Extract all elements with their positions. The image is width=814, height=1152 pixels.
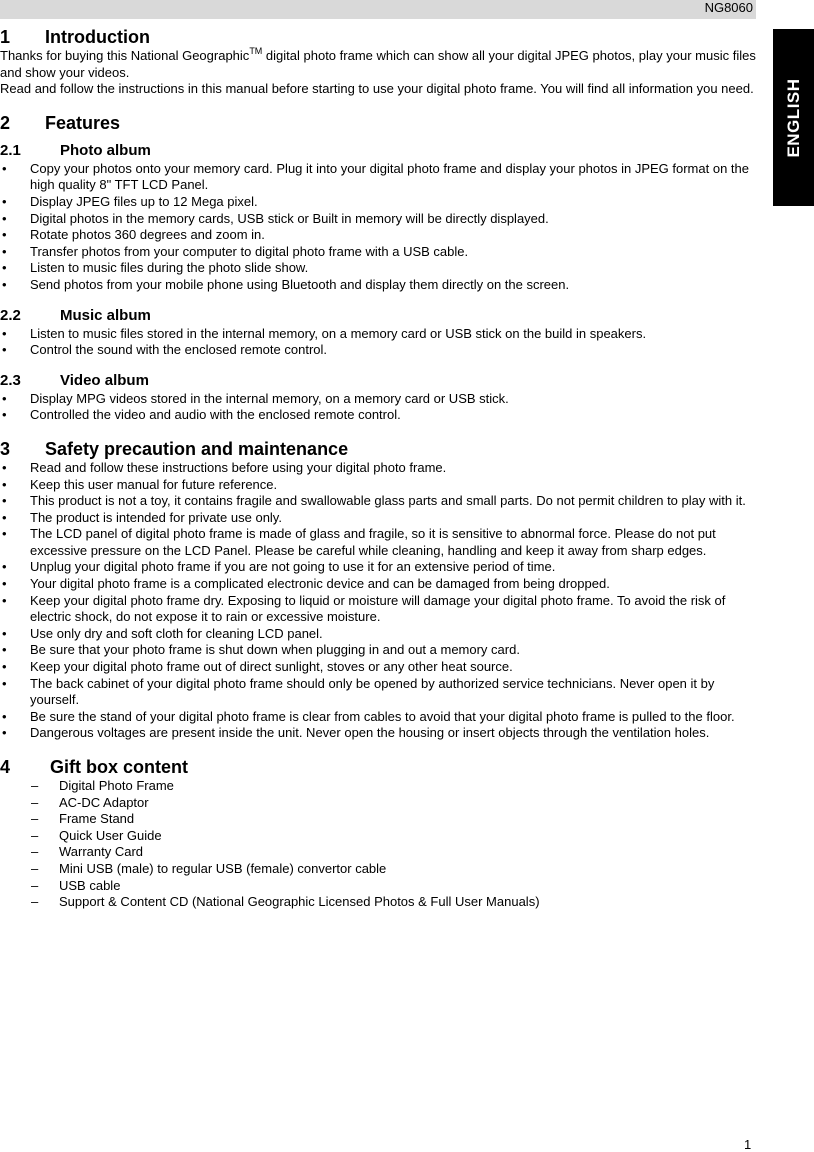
- list-item-text: Be sure that your photo frame is shut down when plugging in and out a memory card.: [30, 642, 520, 658]
- intro-paragraph: [0, 48, 756, 81]
- section-title: Gift box content: [50, 757, 188, 777]
- list-item: [0, 593, 756, 626]
- list-item: [0, 725, 756, 742]
- bullet-marker: •: [2, 476, 7, 492]
- list-item-text: Quick User Guide: [59, 827, 162, 843]
- bullet-marker: •: [2, 592, 7, 608]
- dash-marker: –: [31, 877, 39, 893]
- list-item: [0, 260, 756, 277]
- bullet-marker: •: [2, 193, 7, 209]
- list-item: [0, 277, 756, 294]
- section-safety: [0, 438, 756, 742]
- gift-box-list: [0, 778, 756, 911]
- list-item: [0, 811, 756, 828]
- list-item-text: The LCD panel of digital photo frame is made of glass and fragile, so it is sensitive to abnormal force. Please do not put excessive pressure on the LCD Panel. Please be careful while cleaning, handling and keep it away from sharp edges.: [30, 526, 716, 558]
- subsection-heading: [0, 306, 756, 326]
- list-item: [0, 407, 756, 424]
- list-item-text: Be sure the stand of your digital photo frame is clear from cables to avoid that your digital photo frame is pulled to the floor.: [30, 708, 735, 724]
- list-item: [0, 559, 756, 576]
- bullet-marker: •: [2, 559, 7, 575]
- bullet-marker: •: [2, 260, 7, 276]
- section-heading: [0, 26, 756, 48]
- list-item-text: Listen to music files during the photo slide show.: [30, 260, 309, 276]
- intro-paragraph: Read and follow the instructions in this manual before starting to use your digital photo frame. You will find all information you need.: [0, 81, 754, 97]
- bullet-marker: •: [2, 276, 7, 292]
- list-item-text: USB cable: [59, 877, 121, 893]
- intro-text-part: digital photo frame which can show all your digital JPEG photos, play your music files and show your videos.: [0, 48, 756, 80]
- list-item-text: Dangerous voltages are present inside the unit. Never open the housing or insert objects through the ventilation holes.: [30, 725, 710, 741]
- dash-marker: –: [31, 827, 39, 843]
- list-item: [0, 626, 756, 643]
- bullet-marker: •: [2, 625, 7, 641]
- bullet-marker: •: [2, 526, 7, 542]
- list-item: [0, 844, 756, 861]
- subsection-heading: [0, 141, 756, 161]
- dash-marker: –: [31, 894, 39, 910]
- music-feature-list: [0, 326, 756, 359]
- subsection-number: 2.1: [0, 141, 21, 159]
- bullet-marker: •: [2, 725, 7, 741]
- list-item: [0, 828, 756, 845]
- list-item: [0, 391, 756, 408]
- language-tab-label: ENGLISH: [783, 77, 803, 158]
- bullet-marker: •: [2, 227, 7, 243]
- list-item-text: Unplug your digital photo frame if you are not going to use it for an extensive period of time.: [30, 559, 556, 575]
- bullet-marker: •: [2, 675, 7, 691]
- bullet-marker: •: [2, 407, 7, 423]
- list-item-text: Copy your photos onto your memory card. Plug it into your digital photo frame and display your photos in JPEG format on the high quality 8" TFT LCD Panel.: [30, 160, 749, 193]
- list-item-text: Digital Photo Frame: [59, 778, 174, 793]
- list-item: [0, 526, 756, 559]
- subsection-title: Video album: [60, 371, 149, 389]
- list-item-text: Keep your digital photo frame dry. Exposing to liquid or moisture will damage your digital photo frame. To avoid the risk of electric shock, do not expose it to rain or excessive moisture.: [30, 592, 726, 625]
- list-item: [0, 194, 756, 211]
- list-item: [0, 878, 756, 895]
- section-features: [0, 112, 756, 424]
- list-item-text: Display JPEG files up to 12 Mega pixel.: [30, 193, 258, 209]
- list-item-text: This product is not a toy, it contains fragile and swallowable glass parts and small parts. Do not permit children to play with it.: [30, 493, 746, 509]
- bullet-marker: •: [2, 509, 7, 525]
- list-item-text: Listen to music files stored in the internal memory, on a memory card or USB stick on the build in speakers.: [30, 325, 647, 341]
- document-body: [0, 26, 756, 911]
- list-item: [0, 227, 756, 244]
- bullet-marker: •: [2, 708, 7, 724]
- list-item: [0, 659, 756, 676]
- list-item-text: Digital photos in the memory cards, USB stick or Built in memory will be directly displayed.: [30, 210, 549, 226]
- list-item-text: Support & Content CD (National Geographic Licensed Photos & Full User Manuals): [59, 894, 540, 910]
- section-title: Introduction: [45, 27, 150, 47]
- list-item: [0, 676, 756, 709]
- section-title: Safety precaution and maintenance: [45, 438, 349, 459]
- subsection-heading: [0, 371, 756, 391]
- list-item: [0, 493, 756, 510]
- list-item-text: Rotate photos 360 degrees and zoom in.: [30, 227, 265, 243]
- list-item: [0, 477, 756, 494]
- dash-marker: –: [31, 844, 39, 860]
- list-item: [0, 861, 756, 878]
- model-number: NG8060: [704, 0, 753, 15]
- list-item: [0, 161, 756, 194]
- section-gift-box: [0, 756, 756, 911]
- list-item-text: Keep your digital photo frame out of direct sunlight, stoves or any other heat source.: [30, 659, 513, 675]
- list-item-text: Use only dry and soft cloth for cleaning LCD panel.: [30, 625, 323, 641]
- bullet-marker: •: [2, 390, 7, 406]
- list-item-text: AC-DC Adaptor: [59, 794, 149, 810]
- list-item-text: The product is intended for private use only.: [30, 509, 282, 525]
- list-item-text: Send photos from your mobile phone using Bluetooth and display them directly on the screen.: [30, 276, 570, 292]
- bullet-marker: •: [2, 325, 7, 341]
- subsection-title: Photo album: [60, 141, 151, 159]
- section-introduction: [0, 26, 756, 98]
- list-item: [0, 576, 756, 593]
- language-tab: [773, 29, 814, 206]
- bullet-marker: •: [2, 659, 7, 675]
- section-number: 2: [0, 112, 11, 133]
- photo-feature-list: [0, 161, 756, 294]
- list-item-text: Frame Stand: [59, 811, 135, 827]
- section-number: 1: [0, 27, 11, 47]
- subsection-title: Music album: [60, 306, 151, 324]
- list-item: [0, 642, 756, 659]
- list-item-text: Mini USB (male) to regular USB (female) convertor cable: [59, 860, 387, 876]
- intro-text-part: Thanks for buying this National Geographic: [0, 48, 250, 63]
- list-item: [0, 778, 756, 795]
- list-item: [0, 342, 756, 359]
- bullet-marker: •: [2, 459, 7, 475]
- bullet-marker: •: [2, 576, 7, 592]
- subsection-number: 2.2: [0, 306, 21, 324]
- dash-marker: –: [31, 860, 39, 876]
- dash-marker: –: [31, 778, 39, 793]
- list-item-text: Read and follow these instructions before using your digital photo frame.: [30, 459, 447, 475]
- list-item: [0, 510, 756, 527]
- bullet-marker: •: [2, 243, 7, 259]
- section-heading: [0, 756, 756, 778]
- list-item: [0, 244, 756, 261]
- list-item-text: Keep this user manual for future reference.: [30, 476, 278, 492]
- list-item-text: Your digital photo frame is a complicated electronic device and can be damaged from being dropped.: [30, 576, 610, 592]
- bullet-marker: •: [2, 642, 7, 658]
- section-number: 4: [0, 757, 11, 777]
- dash-marker: –: [31, 811, 39, 827]
- list-item-text: The back cabinet of your digital photo frame should only be opened by authorized service technicians. Never open it by yourself.: [30, 675, 715, 708]
- list-item-text: Display MPG videos stored in the internal memory, on a memory card or USB stick.: [30, 390, 509, 406]
- bullet-marker: •: [2, 493, 7, 509]
- page-header-bar: [0, 0, 756, 19]
- section-heading: [0, 112, 756, 134]
- page-number: 1: [744, 1137, 752, 1152]
- list-item-text: Transfer photos from your computer to digital photo frame with a USB cable.: [30, 243, 469, 259]
- list-item-text: Warranty Card: [59, 844, 144, 860]
- trademark-mark: TM: [249, 46, 263, 56]
- bullet-marker: •: [2, 160, 7, 176]
- video-feature-list: [0, 391, 756, 424]
- section-title: Features: [45, 112, 121, 133]
- bullet-marker: •: [2, 210, 7, 226]
- subsection-number: 2.3: [0, 371, 21, 389]
- list-item: [0, 460, 756, 477]
- bullet-marker: •: [2, 342, 7, 358]
- list-item-text: Control the sound with the enclosed remote control.: [30, 342, 328, 358]
- section-number: 3: [0, 438, 11, 459]
- safety-list: [0, 460, 756, 742]
- list-item: [0, 894, 756, 911]
- list-item: [0, 211, 756, 228]
- dash-marker: –: [31, 794, 39, 810]
- list-item: [0, 326, 756, 343]
- section-heading: [0, 438, 756, 460]
- list-item: [0, 709, 756, 726]
- list-item: [0, 795, 756, 812]
- list-item-text: Controlled the video and audio with the enclosed remote control.: [30, 407, 401, 423]
